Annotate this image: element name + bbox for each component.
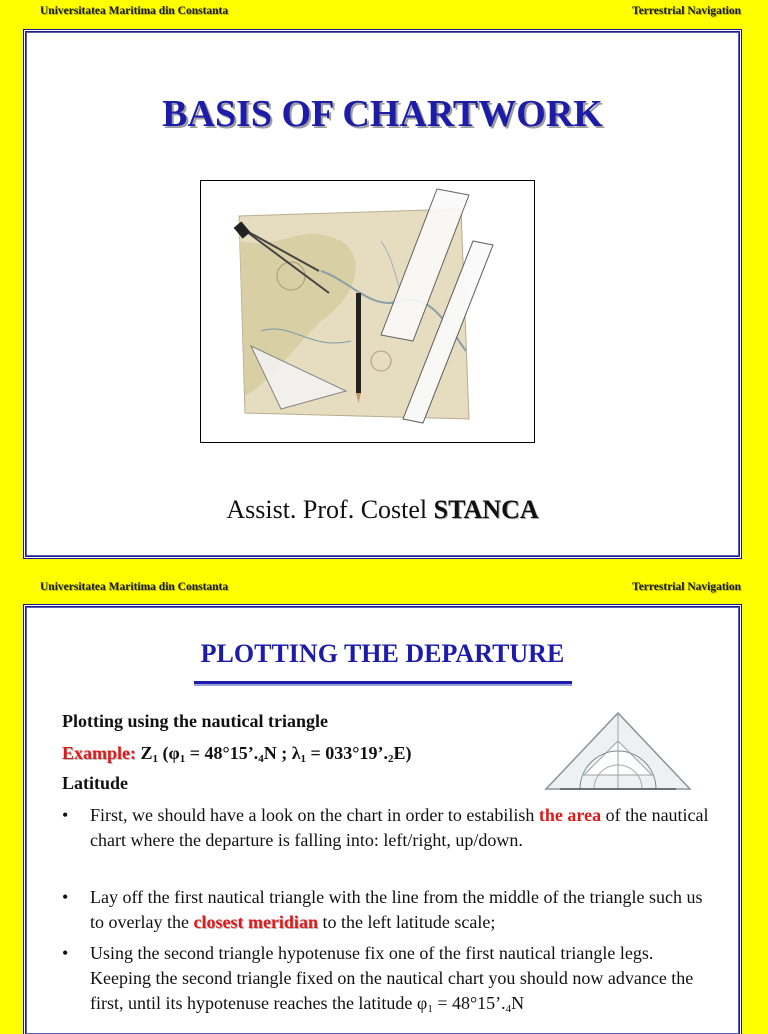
example-phi-sub: 1 [179,753,186,765]
slide-title: BASIS OF CHARTWORK [162,93,603,135]
bullet-highlight: the area [538,805,602,825]
example-phi-value: = 48°15’. [185,743,259,763]
bullet-text: Using the second triangle hypotenuse fix one of the first nautical triangle legs. Keeping the second triangle fixed on the nautical chart you should now advance the first, until its hypotenuse reaches the latitude φ [90,943,694,1013]
example-lambda-value: = 033°19’. [306,743,388,763]
author-line [26,495,739,525]
bullet-text-end: to the left latitude scale; [317,912,496,932]
example-z: Z [140,743,153,763]
latitude-heading: Latitude [62,773,129,793]
bullet-text-end: of the nautical chart where the departure is falling into: left/right, up/down. [90,805,709,850]
example-lambda-sub: 1 [300,753,307,765]
bullet-text-end: = 48°15’. [432,993,506,1013]
slide-title: PLOTTING THE DEPARTURE [200,639,565,668]
title-slide [23,29,742,559]
university-name: Universitatea Maritima din Constanta [40,581,229,593]
university-name: Universitatea Maritima din Constanta [40,5,229,17]
chartwork-tools-image [200,180,535,443]
bullet-sub-decimal: 4 [505,1003,512,1015]
example-z-sub: 1 [152,753,159,765]
example-line [62,743,412,765]
example-label: Example: [62,743,136,763]
example-lambda: N ; λ [263,743,301,763]
bullet-dot: • [62,805,69,825]
author-surname: STANCA [433,495,539,524]
bullet-dot: • [62,943,69,963]
bullet-dot: • [62,887,69,907]
course-name: Terrestrial Navigation [632,5,741,17]
example-lambda-decimal: 2 [388,753,394,765]
author-prefix: Assist. Prof. Costel [226,495,434,524]
example-phi: (φ [158,743,180,763]
section-subtitle: Plotting using the nautical triangle [62,711,329,731]
bullet-text-tail: N [511,993,525,1013]
nautical-triangle-image [540,705,696,795]
bullet-sub: 1 [427,1003,433,1015]
slide-header [0,576,768,600]
title-underline [194,681,572,684]
course-name: Terrestrial Navigation [632,581,741,593]
bullet-text: Lay off the first nautical triangle with the line from the middle of the triangle such us to overlay the [90,887,703,932]
slide-header [0,0,768,24]
example-lambda-end: E) [393,743,412,763]
example-phi-decimal: 4 [258,753,264,765]
bullet-text: First, we should have a look on the chart in order to estabilish [90,805,539,825]
bullet-highlight: closest meridian [193,912,318,932]
content-slide [23,604,742,1034]
